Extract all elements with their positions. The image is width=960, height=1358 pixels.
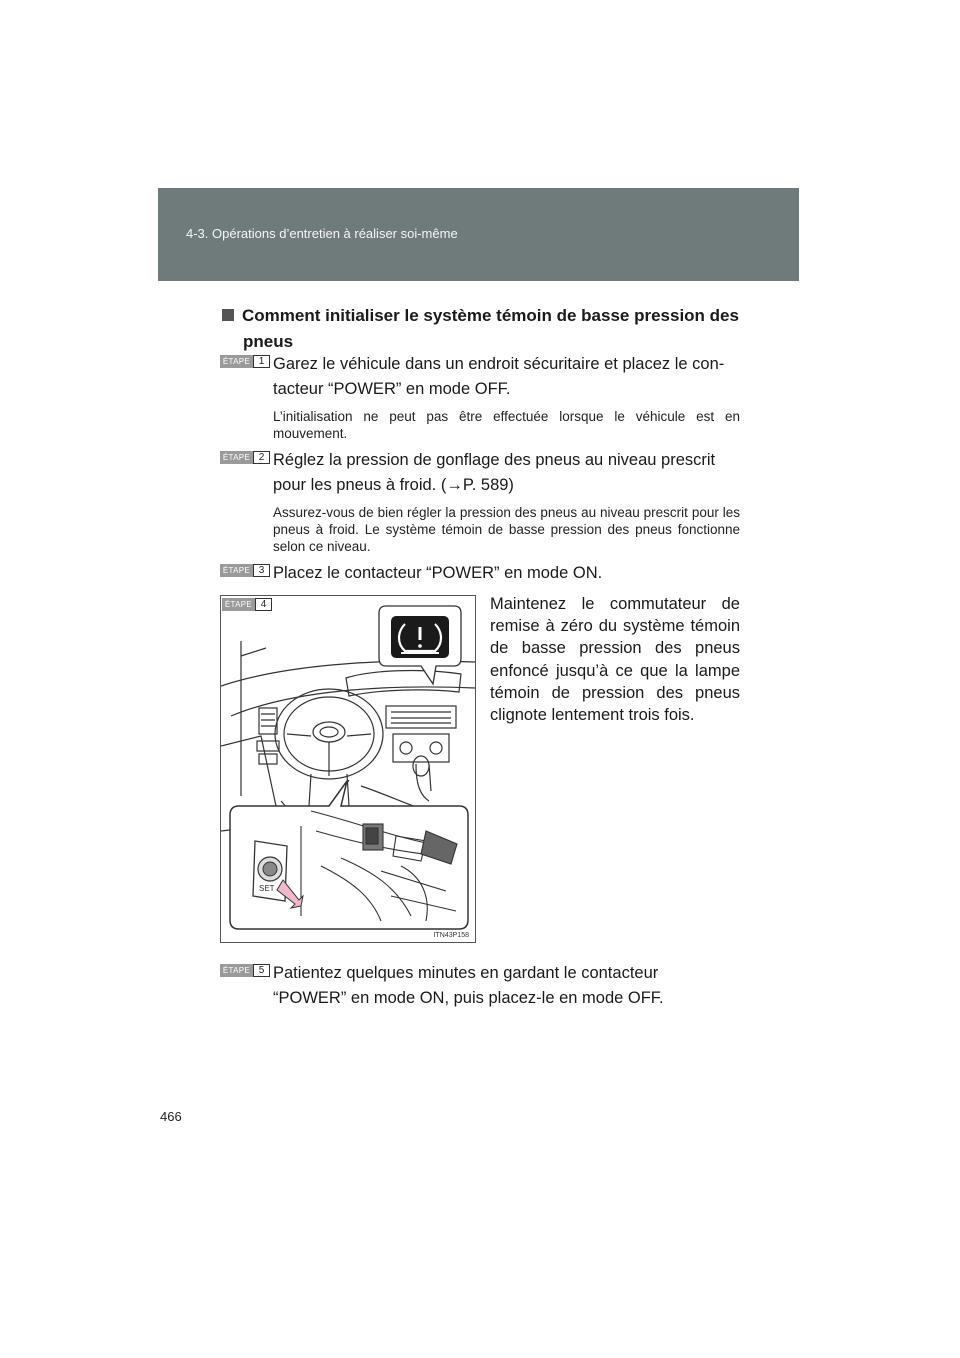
step-label: ÉTAPE bbox=[222, 598, 255, 611]
step-text-line1: Patientez quelques minutes en gardant le contacteur bbox=[273, 964, 659, 982]
step-badge bbox=[222, 598, 272, 611]
step-note: Assurez-vous de bien régler la pression des pneus au niveau prescrit pour les pneus à froid. Le système témoin de basse pression des pneus fonctionne selon ce niveau. bbox=[273, 505, 740, 554]
step-5 bbox=[220, 961, 740, 1011]
square-bullet-icon bbox=[222, 309, 234, 321]
step-1 bbox=[220, 352, 740, 442]
step-text bbox=[273, 352, 740, 402]
step-text-line2: tacteur “POWER” en mode OFF. bbox=[273, 380, 511, 398]
step-text-line2: “POWER” en mode ON, puis placez-le en mode OFF. bbox=[273, 989, 664, 1007]
step-number: 4 bbox=[255, 598, 272, 611]
step-label: ÉTAPE bbox=[220, 964, 253, 977]
step-number: 1 bbox=[253, 355, 270, 368]
chapter-header bbox=[158, 188, 799, 281]
switch-label: SET bbox=[259, 884, 275, 893]
step-4-text: Maintenez le commutateur de remise à zéro du système témoin de basse pression des pneus enfoncé jusqu’à ce que la lampe témoin de pression des pneus clignote lentement trois fois. bbox=[490, 595, 740, 725]
step-badge bbox=[220, 355, 270, 368]
chapter-section-title: 4-3. Opérations d’entretien à réaliser soi-même bbox=[186, 226, 458, 241]
step-3 bbox=[220, 561, 740, 586]
step-label: ÉTAPE bbox=[220, 355, 253, 368]
step-label: ÉTAPE bbox=[220, 451, 253, 464]
section-title-line2: pneus bbox=[243, 332, 294, 351]
figure-caption: ITN43P158 bbox=[433, 932, 469, 939]
step-badge bbox=[220, 564, 270, 577]
step-note: L’initialisation ne peut pas être effectuée lorsque le véhicule est en mouvement. bbox=[273, 409, 740, 441]
step-number: 2 bbox=[253, 451, 270, 464]
step-text bbox=[273, 448, 740, 498]
step-number: 3 bbox=[253, 564, 270, 577]
dashboard-illustration bbox=[220, 595, 476, 943]
section-title-line1: Comment initialiser le système témoin de basse pression des bbox=[242, 306, 739, 325]
step-text bbox=[273, 961, 740, 1011]
step-text-line1: Garez le véhicule dans un endroit sécuritaire et placez le con- bbox=[273, 355, 725, 373]
step-number: 5 bbox=[253, 964, 270, 977]
step-text-line1: Réglez la pression de gonflage des pneus au niveau prescrit bbox=[273, 451, 716, 469]
step-badge bbox=[220, 964, 270, 977]
step-text-line2: pour les pneus à froid. (→P. 589) bbox=[273, 476, 514, 494]
dashboard-drawing bbox=[221, 596, 475, 942]
step-label: ÉTAPE bbox=[220, 564, 253, 577]
section-title bbox=[222, 303, 740, 355]
step-badge bbox=[220, 451, 270, 464]
step-2 bbox=[220, 448, 740, 555]
step-text: Placez le contacteur “POWER” en mode ON. bbox=[273, 564, 603, 582]
page-number: 466 bbox=[160, 1109, 182, 1124]
